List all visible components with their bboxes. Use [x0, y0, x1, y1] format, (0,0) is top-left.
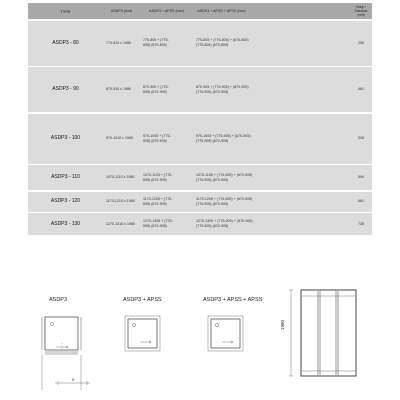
cell-entrance: 250 [358, 40, 364, 45]
cell-type: ASDP3 - 90 [52, 86, 79, 92]
cell-asdp3-apss-line1: 1170-1205 + (775- [143, 196, 173, 201]
cell-asdp3-apss-line1: 1270-1305 + (775- [143, 219, 173, 223]
cell-asdp3-apss-line1: 970-1005 + (775- [143, 133, 171, 138]
cell-asdp3-apss-apss-line1: 775-805 + (775-805) + (670-805) [196, 38, 249, 42]
cell-asdp3-apss-apss-line1: 1270-1305 + (775-905) + (670-905) [196, 219, 253, 223]
cell-asdp3-apss-apss-line2: (775-905) (670-905) [196, 177, 229, 182]
cell-asdp3-apss-line2: 905) (670-905) [143, 138, 167, 143]
header-asdp3-apss-apss: ASDP3 + APSS + APSS (mm) [197, 8, 246, 13]
header-asdp3-apss: ASDP3 + APSS (mm) [149, 8, 184, 13]
header-asdp3: ASDP3 (mm) [110, 8, 133, 13]
cell-asdp3-apss-line1: 870-905 + (775- [143, 84, 169, 89]
label-asdp3-apss-apss: ASDP3 + APSS + APSS [203, 297, 263, 303]
cell-asdp3-apss-apss-line1: 870-905 + (775-905) + (870-905) [196, 84, 249, 89]
drawing-asdp3-apss-apss [208, 316, 243, 351]
cell-asdp3-apss-line2: 805) (670-805) [143, 43, 167, 47]
cell-asdp3-apss-apss-line1: 1070-1105 + (775-905) + (670-905) [196, 172, 253, 177]
cell-asdp3-apss-apss-line2: (775-905) (670-905) [196, 138, 229, 143]
cell-asdp3-apss-line2: 905) (670-905) [143, 201, 167, 206]
cell-asdp3: 970-1010 x 1980 [106, 136, 133, 140]
cell-asdp3: 1070-1110 x 1980 [106, 175, 135, 179]
cell-type: ASDP3 - 80 [52, 39, 79, 46]
drawing-asdp3 [42, 317, 90, 390]
cell-asdp3: 870-910 x 1980 [106, 87, 131, 91]
cell-asdp3: 1270-1310 x 1980 [106, 221, 135, 226]
cell-asdp3-apss-line1: 775-805 + (775- [143, 38, 169, 42]
cell-entrance: 661 [358, 199, 364, 203]
cell-asdp3-apss-line1: 1070-1105 + (775- [143, 172, 173, 177]
cell-asdp3-apss-apss-line1: 970-1005 + (775-905) + (670-905) [196, 133, 251, 138]
cell-asdp3: 770-810 x 1980 [106, 40, 131, 45]
cell-asdp3-apss-line2: 905) (670-905) [143, 89, 167, 94]
cell-asdp3-apss-apss-line2: (775-905) (670-905) [196, 89, 229, 94]
cell-type: ASDP3 - 110 [51, 174, 80, 180]
cell-asdp3: 1170-1210 x 1980 [106, 199, 135, 203]
cell-asdp3-apss-line2: 905) (670-905) [143, 224, 167, 228]
cell-asdp3-apss-apss-line2: (775-805) (670-805) [196, 43, 229, 47]
cell-entrance: 461 [358, 87, 364, 91]
label-asdp3: ASDP3 [49, 297, 68, 303]
cell-entrance: 528 [358, 136, 364, 140]
cell-type: ASDP3 - 130 [50, 220, 81, 227]
header-type: TYPE [60, 8, 71, 14]
dimension-v: v [72, 377, 75, 382]
cell-entrance: 594 [358, 175, 364, 179]
cell-type: ASDP3 - 120 [50, 198, 81, 204]
cell-asdp3-apss-apss-line2: (775-905) (670-905) [196, 224, 229, 228]
cell-asdp3-apss-apss-line2: (775-905) (670-905) [196, 201, 229, 206]
header-entrance: Vstup / Entrance (mm) [354, 5, 368, 17]
drawing-asdp3-apss [125, 316, 160, 351]
cell-entrance: 728 [358, 221, 364, 226]
cell-asdp3-apss-line2: 905) (670-905) [143, 177, 167, 182]
cell-asdp3-apss-apss-line1: 1170-1205 + (775-905) + (670-905) [196, 196, 253, 201]
drawing-elevation [289, 290, 356, 376]
dimension-height: 1980 [280, 319, 285, 330]
cell-type: ASDP3 - 100 [50, 135, 81, 141]
label-asdp3-apss: ASDP3 + APSS [123, 297, 162, 303]
